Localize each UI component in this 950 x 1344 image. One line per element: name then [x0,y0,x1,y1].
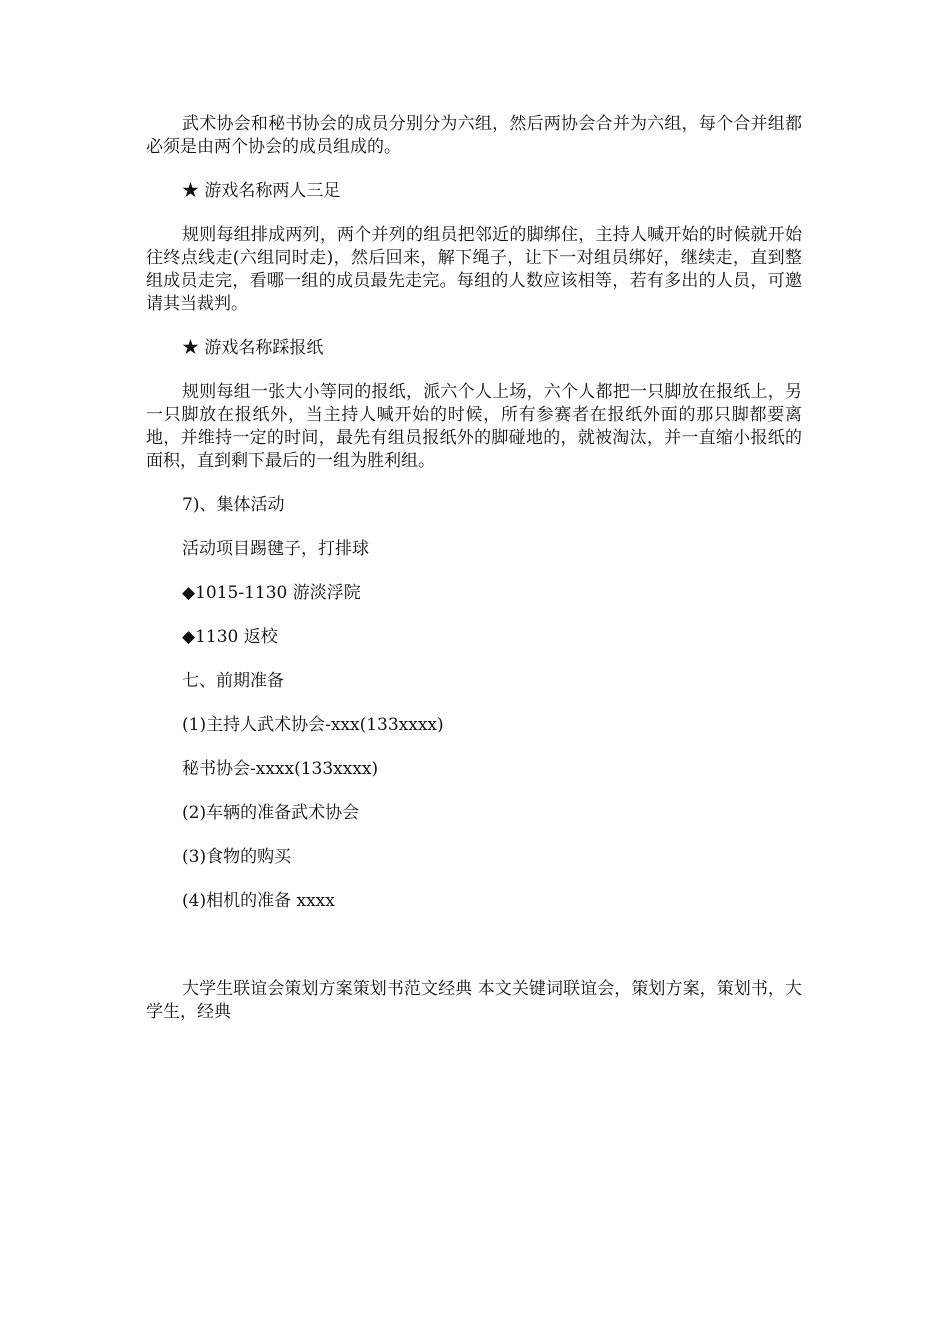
section-heading-preparation: 七、前期准备 [182,671,284,691]
prep-item-secretary: 秘书协会-xxxx(133xxxx) [182,759,379,779]
section-heading-group-activity: 7)、集体活动 [182,495,285,515]
game-title-newspaper: ★ 游戏名称踩报纸 [182,338,324,358]
schedule-item: ◆1130 返校 [182,627,278,647]
prep-item-camera: (4)相机的准备 xxxx [182,891,335,911]
paragraph-group-division: 武术协会和秘书协会的成员分别分为六组，然后两协会合并为六组，每个合并组都必须是由两个协会的成员组成的。 [146,114,802,157]
activity-items: 活动项目踢毽子，打排球 [182,539,369,559]
paragraph-game-rule-three-legged: 规则每组排成两列，两个并列的组员把邻近的脚绑住，主持人喊开始的时候就开始往终点线走(六组同时走)，然后回来，解下绳子，让下一对组员绑好，继续走，直到整组成员走完，看哪一组的成员最先走完。每组的人数应该相等，若有多出的人员，可邀请其当裁判。 [146,225,802,314]
footer-keywords: 大学生联谊会策划方案策划书范文经典 本文关键词联谊会，策划方案，策划书，大学生，经典 [146,979,802,1022]
prep-item-food: (3)食物的购买 [182,847,292,867]
prep-item-host: (1)主持人武术协会-xxx(133xxxx) [182,715,444,735]
prep-item-vehicle: (2)车辆的准备武术协会 [182,803,360,823]
game-title-three-legged: ★ 游戏名称两人三足 [182,181,341,201]
paragraph-game-rule-newspaper: 规则每组一张大小等同的报纸，派六个人上场，六个人都把一只脚放在报纸上，另一只脚放在报纸外，当主持人喊开始的时候，所有参赛者在报纸外面的那只脚都要离地，并维持一定的时间，最先有组员报纸外的脚碰地的，就被淘汰，并一直缩小报纸的面积，直到剩下最后的一组为胜利组。 [146,382,802,471]
schedule-item: ◆1015-1130 游淡浮院 [182,583,361,603]
document-page [146,113,802,1024]
